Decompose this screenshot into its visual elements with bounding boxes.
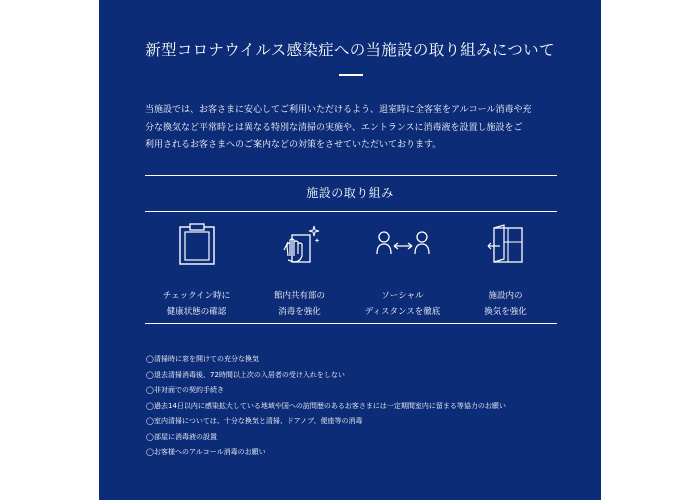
list-item — [146, 430, 586, 446]
bullet-circle-icon: ◯ — [146, 448, 154, 456]
intro-line: 分な換気など平常時とは異なる特別な清掃の実施や、エントランスに消毒液を設置し施設をご — [145, 122, 523, 133]
feature-label — [248, 288, 351, 320]
feature-grid — [145, 222, 557, 322]
feature-label-line: 施設内の — [488, 291, 523, 301]
feature-label-line: ソーシャル — [381, 291, 424, 301]
page-title: 新型コロナウイルス感染症への当施設の取り組みについて — [145, 41, 555, 59]
list-item — [146, 414, 586, 430]
feature-social-distance — [351, 222, 454, 320]
list-item-text: 非対面での契約手続き — [154, 386, 224, 394]
feature-label-line: ディスタンスを徹底 — [364, 307, 441, 317]
list-item-text: 清掃時に窓を開けての充分な換気 — [154, 355, 259, 363]
feature-disinfection — [248, 222, 351, 320]
measures-list — [146, 352, 586, 461]
bullet-circle-icon: ◯ — [146, 417, 154, 425]
list-item-text: お客様へのアルコール消毒のお願い — [154, 448, 266, 456]
feature-label-line: 健康状態の確認 — [166, 307, 227, 317]
feature-label — [145, 288, 248, 320]
feature-label-line: チェックイン時に — [162, 291, 231, 301]
list-item-text: 退去清掃消毒後、72時間以上次の入居者の受け入れをしない — [154, 370, 345, 379]
feature-label-line: 消毒を強化 — [278, 307, 321, 317]
section-top-divider — [145, 175, 557, 176]
bullet-circle-icon: ◯ — [146, 355, 154, 363]
list-item-text: 過去14日以内に感染拡大している地域や国への訪問歴のあるお客さまには一定期間室内に留まる等協力のお願い — [154, 401, 506, 410]
list-item — [146, 368, 586, 384]
bullet-circle-icon: ◯ — [146, 386, 154, 394]
feature-health-check — [145, 222, 248, 320]
feature-label — [454, 288, 557, 320]
clipboard-icon — [177, 222, 217, 266]
window-ventilation-icon — [484, 222, 528, 266]
feature-label — [351, 288, 454, 320]
feature-ventilation — [454, 222, 557, 320]
bullet-circle-icon: ◯ — [146, 401, 154, 410]
list-item — [146, 383, 586, 399]
section-divider — [145, 211, 557, 212]
list-item-text: 室内清掃については、十分な換気と清掃、ドアノブ、便座等の消毒 — [154, 417, 363, 425]
list-item-text: 部屋に消毒液の設置 — [154, 432, 217, 441]
sanitize-hand-icon — [278, 222, 322, 266]
bullet-circle-icon: ◯ — [146, 370, 154, 379]
bullet-circle-icon: ◯ — [146, 432, 154, 441]
intro-paragraph — [145, 102, 563, 155]
list-item — [146, 399, 586, 415]
feature-label-line: 換気を強化 — [484, 307, 527, 317]
section-title: 施設の取り組み — [306, 186, 394, 200]
list-item — [146, 445, 586, 461]
social-distance-icon — [375, 222, 431, 266]
feature-label-line: 館内共有部の — [273, 291, 325, 301]
intro-line: 当施設では、お客さまに安心してご利用いただけるよう、退室時に全客室をアルコール消毒や充 — [145, 105, 532, 115]
list-item — [146, 352, 586, 368]
feature-bottom-divider — [145, 323, 557, 324]
title-underline — [339, 74, 363, 76]
intro-line: 利用されるお客さまへのご案内などの対策をさせていただいております。 — [145, 140, 442, 150]
covid-measures-panel — [99, 0, 601, 500]
